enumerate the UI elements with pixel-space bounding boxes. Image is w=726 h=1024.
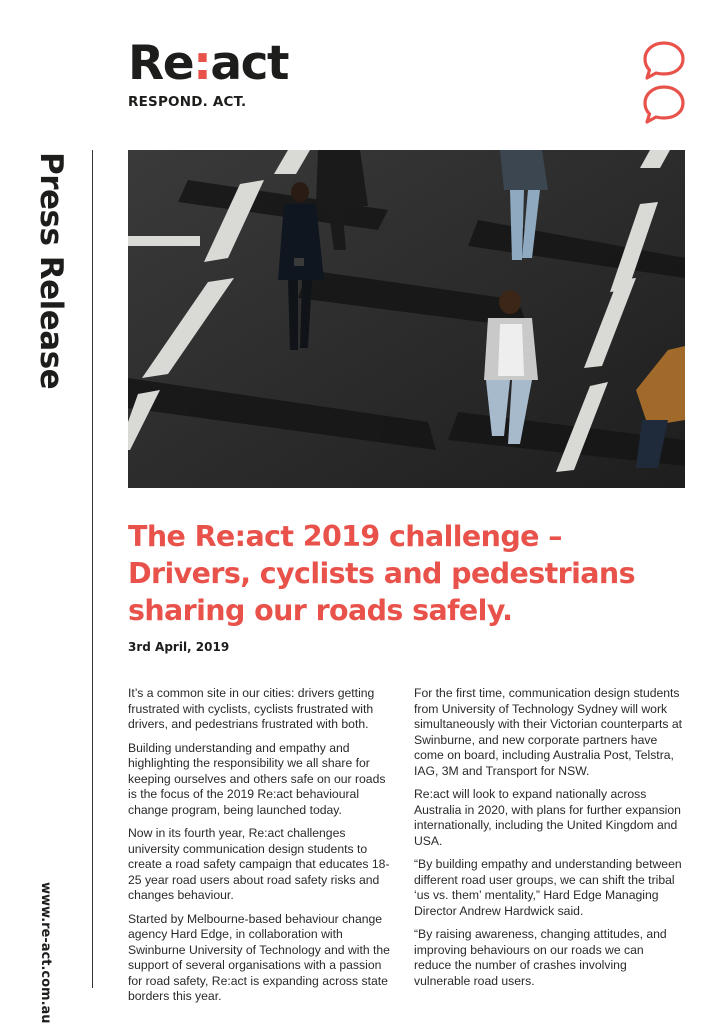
- paragraph: Started by Melbourne-based behaviour change agency Hard Edge, in collaboration with Swinburne University of Technology and with the support of several organisations with a passion for road safety, Re:act is expanding across state borders this year.: [128, 911, 390, 1003]
- react-logo: [128, 38, 288, 110]
- paragraph: Re:act will look to expand nationally across Australia in 2020, with plans for further expansion internationally, including the United Kingdom and USA.: [414, 787, 681, 848]
- press-release-text: Press Release: [33, 152, 69, 390]
- speech-bubbles-icon: [642, 40, 686, 126]
- paragraph: Now in its fourth year, Re:act challenges university communication design students to create a road safety campaign that educates 18-25 year road users about road safety risks and changes behaviour.: [128, 826, 390, 902]
- logo-wordmark: [128, 38, 288, 90]
- logo-colon: :: [193, 36, 211, 91]
- body-column-left: [128, 686, 390, 1013]
- body-column-right: [414, 686, 684, 997]
- release-date: 3rd April, 2019: [128, 640, 230, 654]
- paragraph: Building understanding and empathy and highlighting the responsibility we all share for keeping ourselves and others safe on our roads is the focus of the 2019 Re:act behavioural change program, being launched today.: [128, 740, 386, 817]
- logo-word-act: act: [210, 36, 288, 91]
- website-url-vertical: [36, 882, 54, 1024]
- headline-line-2: Drivers, cyclists and pedestrians: [128, 557, 635, 590]
- headline-line-1: The Re:act 2019 challenge –: [128, 520, 562, 553]
- paragraph: “By raising awareness, changing attitudes, and improving behaviours on our roads we can reduce the number of crashes involving vulnerable road users.: [414, 927, 667, 988]
- paragraph: It’s a common site in our cities: drivers getting frustrated with cyclists, cyclists frustrated with drivers, and pedestrians frustrated with both.: [128, 686, 375, 731]
- headline: [128, 518, 688, 629]
- vertical-divider: [92, 150, 93, 988]
- paragraph: For the first time, communication design students from University of Technology Sydney will work simultaneously with their Victorian counterparts at Swinburne, and new corporate partners have come on board, including Australia Post, Telstra, IAG, 3M and Transport for NSW.: [414, 686, 683, 778]
- website-url-text: www.re-act.com.au: [38, 882, 53, 1024]
- paragraph: “By building empathy and understanding between different road user groups, we can shift the tribal ‘us vs. them’ mentality,” Hard Edge Managing Director Andrew Hardwick said.: [414, 857, 682, 918]
- hero-photo-pedestrians-crossing: [128, 150, 685, 488]
- logo-tagline: RESPOND. ACT.: [128, 94, 247, 110]
- headline-line-3: sharing our roads safely.: [128, 594, 513, 627]
- press-release-vertical-title: [28, 152, 74, 392]
- logo-word-re: Re: [128, 36, 194, 91]
